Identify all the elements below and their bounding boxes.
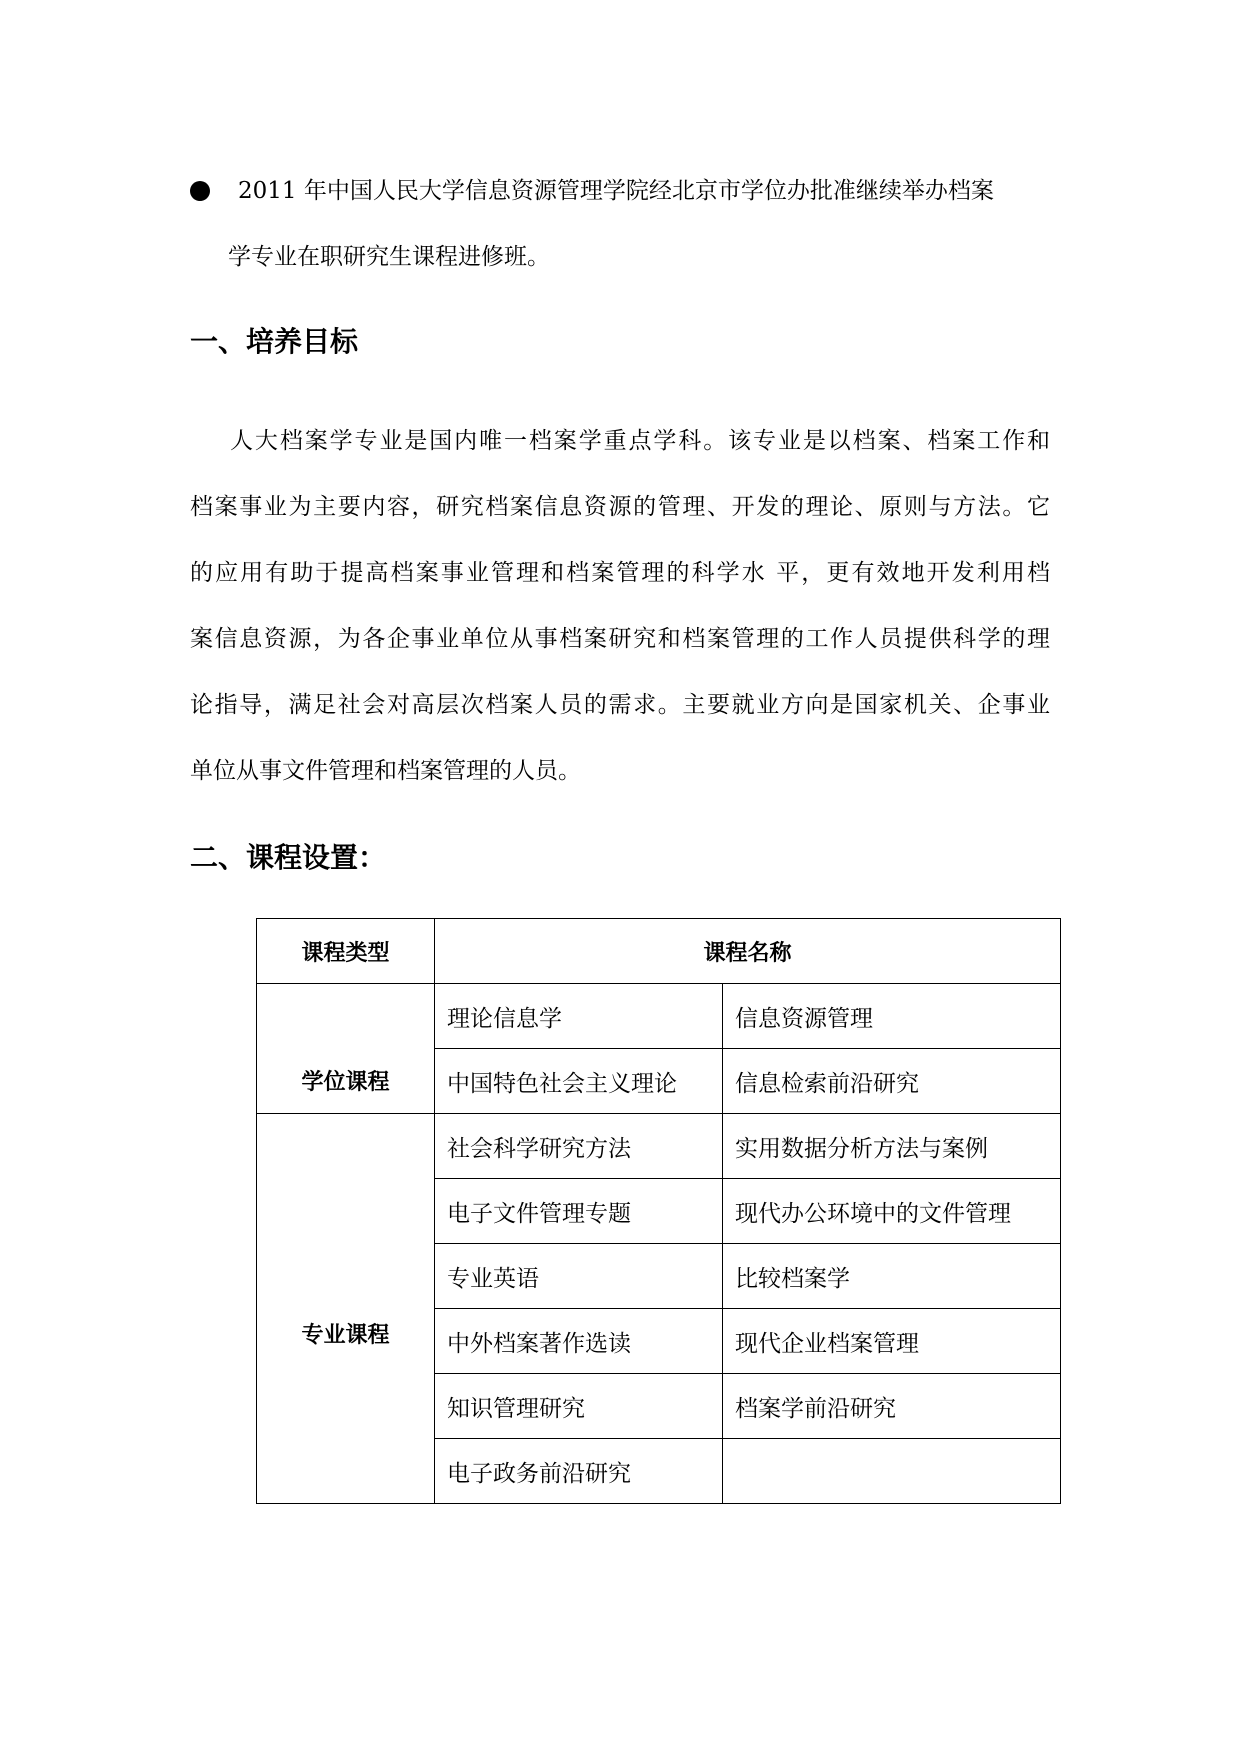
- course-type-major-label: 专业课程: [301, 1323, 390, 1348]
- course-cell: 电子文件管理专题: [435, 1179, 723, 1244]
- header-course-type: 课程类型: [257, 919, 435, 984]
- goals-line: 的应用有助于提高档案事业管理和档案管理的科学水 平，更有效地开发利用档: [190, 560, 1050, 586]
- course-cell: 知识管理研究: [435, 1374, 723, 1439]
- intro-text-1: 2011 年中国人民大学信息资源管理学院经北京市学位办批准继续举办档案: [238, 178, 994, 204]
- course-cell: 社会科学研究方法: [435, 1114, 723, 1179]
- section-heading-goals: 一、培养目标: [190, 325, 359, 358]
- course-cell: 中国特色社会主义理论: [435, 1049, 723, 1114]
- table-row: [257, 1114, 1061, 1179]
- table-row: [257, 984, 1061, 1049]
- goals-line: 案信息资源，为各企事业单位从事档案研究和档案管理的工作人员提供科学的理: [190, 626, 1050, 652]
- course-type-degree-label: 学位课程: [301, 1070, 390, 1095]
- course-cell: 实用数据分析方法与案例: [723, 1114, 1061, 1179]
- course-cell: 电子政务前沿研究: [435, 1439, 723, 1504]
- course-cell: 现代企业档案管理: [723, 1309, 1061, 1374]
- bullet-icon: [190, 181, 210, 201]
- goals-paragraph: [190, 408, 1050, 804]
- goals-line: 档案事业为主要内容，研究档案信息资源的管理、开发的理论、原则与方法。它: [190, 494, 1050, 520]
- goals-line: 论指导，满足社会对高层次档案人员的需求。主要就业方向是国家机关、企事业: [190, 692, 1050, 718]
- course-cell: 现代办公环境中的文件管理: [723, 1179, 1061, 1244]
- intro-line-2: 学专业在职研究生课程进修班。: [228, 244, 550, 270]
- goals-line: 人大档案学专业是国内唯一档案学重点学科。该专业是以档案、档案工作和: [230, 428, 1050, 454]
- course-type-major: [257, 1114, 435, 1504]
- course-cell: 理论信息学: [435, 984, 723, 1049]
- course-type-degree: [257, 984, 435, 1114]
- course-cell: 档案学前沿研究: [723, 1374, 1061, 1439]
- header-course-name: 课程名称: [435, 919, 1061, 984]
- intro-line-1: [190, 158, 1070, 224]
- course-cell: 专业英语: [435, 1244, 723, 1309]
- course-cell: 比较档案学: [723, 1244, 1061, 1309]
- section-heading-courses: 二、课程设置：: [190, 841, 387, 874]
- course-cell: 中外档案著作选读: [435, 1309, 723, 1374]
- course-cell: 信息检索前沿研究: [723, 1049, 1061, 1114]
- table-header-row: [257, 919, 1061, 984]
- course-cell: 信息资源管理: [723, 984, 1061, 1049]
- goals-line: 单位从事文件管理和档案管理的人员。: [190, 758, 581, 784]
- course-cell: [723, 1439, 1061, 1504]
- course-table: [256, 918, 1061, 1504]
- intro-paragraph: [190, 158, 1070, 290]
